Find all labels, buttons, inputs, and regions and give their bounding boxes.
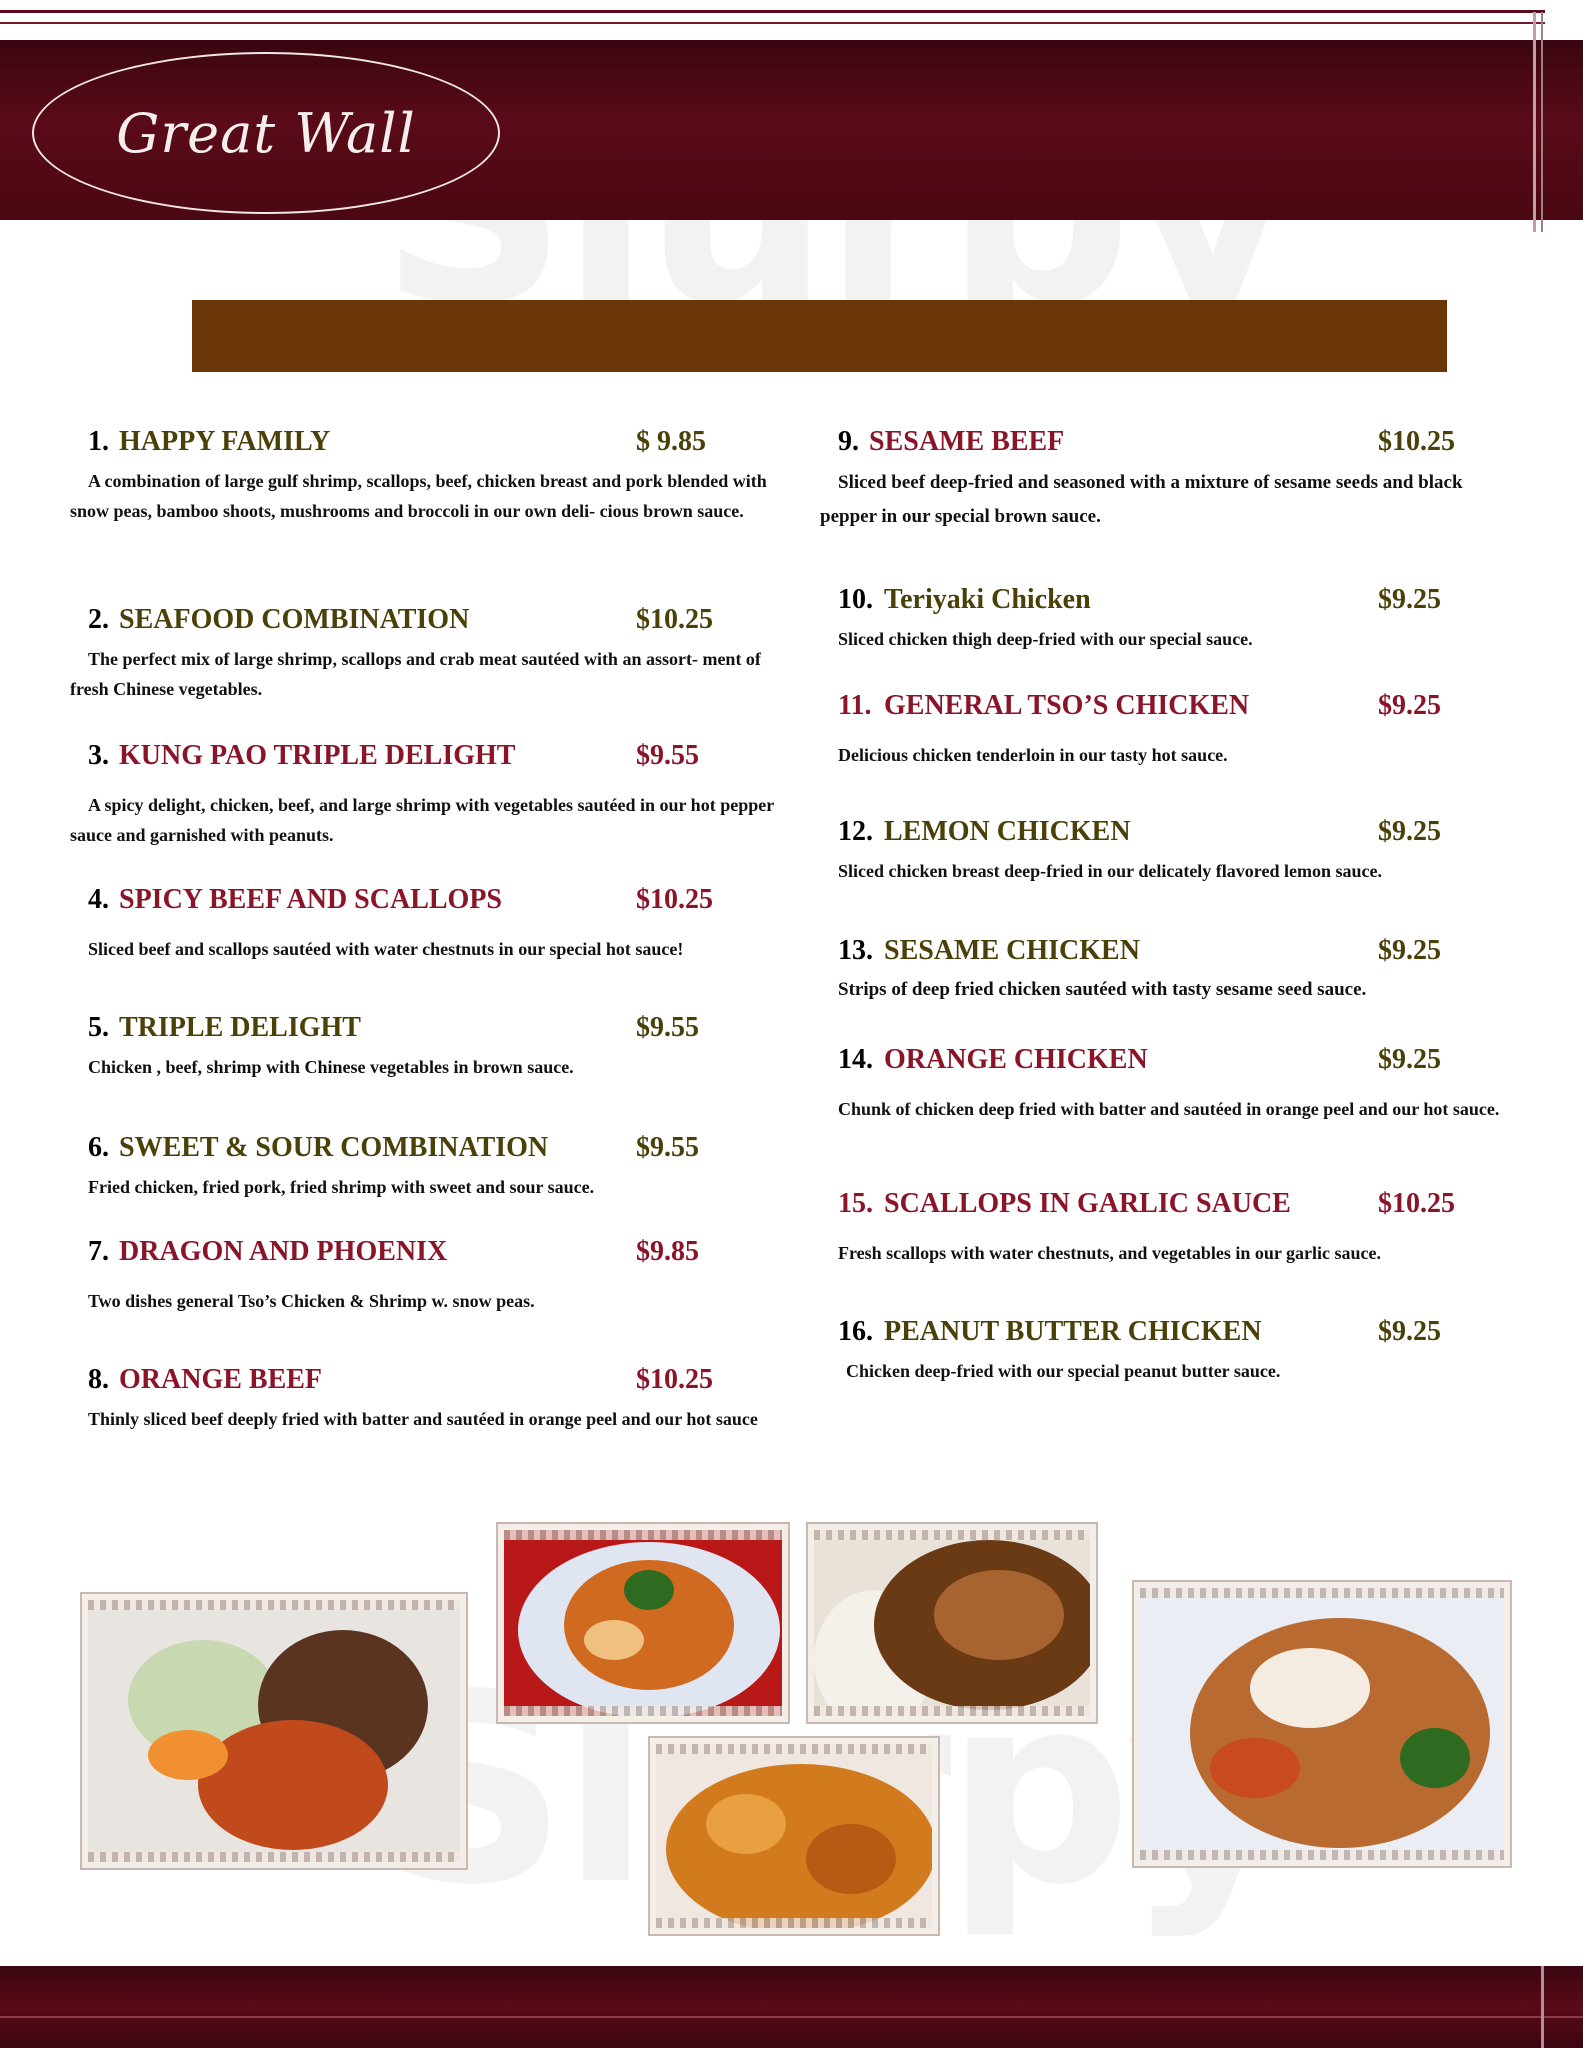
footer-side-rule bbox=[1541, 1966, 1544, 2048]
header-side-rule bbox=[1541, 12, 1543, 232]
menu-item-4 bbox=[70, 884, 800, 964]
item-price: $9.85 bbox=[636, 1236, 699, 1267]
menu-item-6 bbox=[70, 1132, 800, 1202]
item-price: $10.25 bbox=[1378, 426, 1455, 457]
menu-item-7 bbox=[70, 1236, 800, 1316]
menu-item-14 bbox=[820, 1044, 1510, 1124]
item-price: $10.25 bbox=[636, 884, 713, 915]
item-name: ORANGE BEEF bbox=[119, 1364, 323, 1395]
item-price: $9.25 bbox=[1378, 935, 1441, 966]
menu-item-1 bbox=[70, 426, 800, 526]
item-name: SESAME CHICKEN bbox=[884, 935, 1140, 966]
food-photo bbox=[650, 1738, 938, 1934]
item-number: 1. bbox=[88, 426, 109, 457]
logo-text: Great Wall bbox=[116, 101, 416, 165]
item-description: Two dishes general Tso’s Chicken & Shrimp w. snow peas. bbox=[88, 1291, 535, 1311]
footer-rule bbox=[0, 2016, 1583, 2018]
item-name: Teriyaki Chicken bbox=[884, 584, 1091, 615]
item-price: $10.25 bbox=[636, 1364, 713, 1395]
item-description: Chicken , beef, shrimp with Chinese vegetables in brown sauce. bbox=[88, 1057, 574, 1077]
item-name: SESAME BEEF bbox=[869, 426, 1065, 457]
food-photo bbox=[82, 1594, 466, 1868]
menu-item-8 bbox=[70, 1364, 800, 1434]
item-description: A spicy delight, chicken, beef, and large shrimp with vegetables sautéed in our hot pepper sauce and garnished with peanuts. bbox=[70, 795, 774, 845]
menu-item-11 bbox=[820, 690, 1510, 770]
menu-item-10 bbox=[820, 584, 1510, 654]
item-price: $9.25 bbox=[1378, 816, 1441, 847]
item-price: $9.25 bbox=[1378, 1316, 1441, 1347]
item-number: 9. bbox=[838, 426, 859, 457]
item-description: Strips of deep fried chicken sautéed with tasty sesame seed sauce. bbox=[838, 979, 1367, 1000]
item-name: TRIPLE DELIGHT bbox=[119, 1012, 361, 1043]
item-number: 5. bbox=[88, 1012, 109, 1043]
item-number: 10. bbox=[838, 584, 873, 615]
item-number: 4. bbox=[88, 884, 109, 915]
item-price: $9.25 bbox=[1378, 1044, 1441, 1075]
menu-item-5 bbox=[70, 1012, 800, 1082]
item-description: Fried chicken, fried pork, fried shrimp with sweet and sour sauce. bbox=[88, 1177, 595, 1197]
food-photo bbox=[498, 1524, 788, 1722]
item-name: SPICY BEEF AND SCALLOPS bbox=[119, 884, 503, 915]
header-rule bbox=[0, 22, 1545, 24]
menu-item-2 bbox=[70, 604, 800, 704]
menu-item-9 bbox=[820, 426, 1510, 534]
item-description: Thinly sliced beef deeply fried with batter and sautéed in orange peel and our hot sauce bbox=[88, 1409, 758, 1429]
header-rule bbox=[0, 10, 1545, 13]
item-price: $ 9.85 bbox=[636, 426, 706, 457]
item-price: $9.25 bbox=[1378, 690, 1441, 721]
menu-item-12 bbox=[820, 816, 1510, 886]
item-number: 3. bbox=[88, 740, 109, 771]
item-number: 15. bbox=[838, 1188, 873, 1219]
item-price: $9.55 bbox=[636, 1012, 699, 1043]
item-number: 12. bbox=[838, 816, 873, 847]
item-description: Sliced beef deep-fried and seasoned with a mixture of sesame seeds and black pepper in our special brown sauce. bbox=[820, 472, 1463, 527]
item-name: SWEET & SOUR COMBINATION bbox=[119, 1132, 549, 1163]
item-number: 8. bbox=[88, 1364, 109, 1395]
item-name: SCALLOPS IN GARLIC SAUCE bbox=[884, 1188, 1291, 1219]
item-description: The perfect mix of large shrimp, scallops and crab meat sautéed with an assort- ment of fresh Chinese vegetables. bbox=[70, 649, 761, 699]
item-name: LEMON CHICKEN bbox=[884, 816, 1131, 847]
item-description: Chunk of chicken deep fried with batter and sautéed in orange peel and our hot sauce. bbox=[838, 1099, 1500, 1119]
item-number: 6. bbox=[88, 1132, 109, 1163]
food-photo bbox=[1134, 1582, 1510, 1866]
item-number: 11. bbox=[838, 690, 872, 721]
item-name: DRAGON AND PHOENIX bbox=[119, 1236, 448, 1267]
food-photo bbox=[808, 1524, 1096, 1722]
item-number: 13. bbox=[838, 935, 873, 966]
item-description: Fresh scallops with water chestnuts, and vegetables in our garlic sauce. bbox=[838, 1243, 1381, 1263]
item-number: 16. bbox=[838, 1316, 873, 1347]
item-description: Delicious chicken tenderloin in our tasty hot sauce. bbox=[838, 745, 1228, 765]
menu-item-3 bbox=[70, 740, 800, 850]
item-number: 2. bbox=[88, 604, 109, 635]
item-name: ORANGE CHICKEN bbox=[884, 1044, 1148, 1075]
item-description: Sliced beef and scallops sautéed with water chestnuts in our special hot sauce! bbox=[88, 939, 684, 959]
footer-band bbox=[0, 1966, 1583, 2048]
item-price: $10.25 bbox=[636, 604, 713, 635]
item-number: 7. bbox=[88, 1236, 109, 1267]
header-side-rule bbox=[1533, 12, 1536, 232]
item-price: $9.55 bbox=[636, 1132, 699, 1163]
item-name: GENERAL TSO’S CHICKEN bbox=[884, 690, 1250, 721]
item-price: $9.55 bbox=[636, 740, 699, 771]
item-price: $10.25 bbox=[1378, 1188, 1455, 1219]
item-name: KUNG PAO TRIPLE DELIGHT bbox=[119, 740, 516, 771]
item-description: A combination of large gulf shrimp, scallops, beef, chicken breast and pork blended with snow peas, bamboo shoots, mushrooms and broccoli in our own deli- cious brown sauce. bbox=[70, 471, 767, 521]
item-name: HAPPY FAMILY bbox=[119, 426, 331, 457]
menu-item-13 bbox=[820, 935, 1510, 1005]
menu-item-16 bbox=[820, 1316, 1510, 1386]
item-name: PEANUT BUTTER CHICKEN bbox=[884, 1316, 1262, 1347]
item-name: SEAFOOD COMBINATION bbox=[119, 604, 470, 635]
item-description: Chicken deep-fried with our special peanut butter sauce. bbox=[846, 1361, 1281, 1381]
item-description: Sliced chicken thigh deep-fried with our special sauce. bbox=[838, 629, 1253, 649]
item-description: Sliced chicken breast deep-fried in our delicately flavored lemon sauce. bbox=[838, 861, 1382, 881]
item-price: $9.25 bbox=[1378, 584, 1441, 615]
item-number: 14. bbox=[838, 1044, 873, 1075]
section-banner bbox=[192, 300, 1447, 372]
logo bbox=[32, 52, 500, 214]
menu-item-15 bbox=[820, 1188, 1510, 1268]
